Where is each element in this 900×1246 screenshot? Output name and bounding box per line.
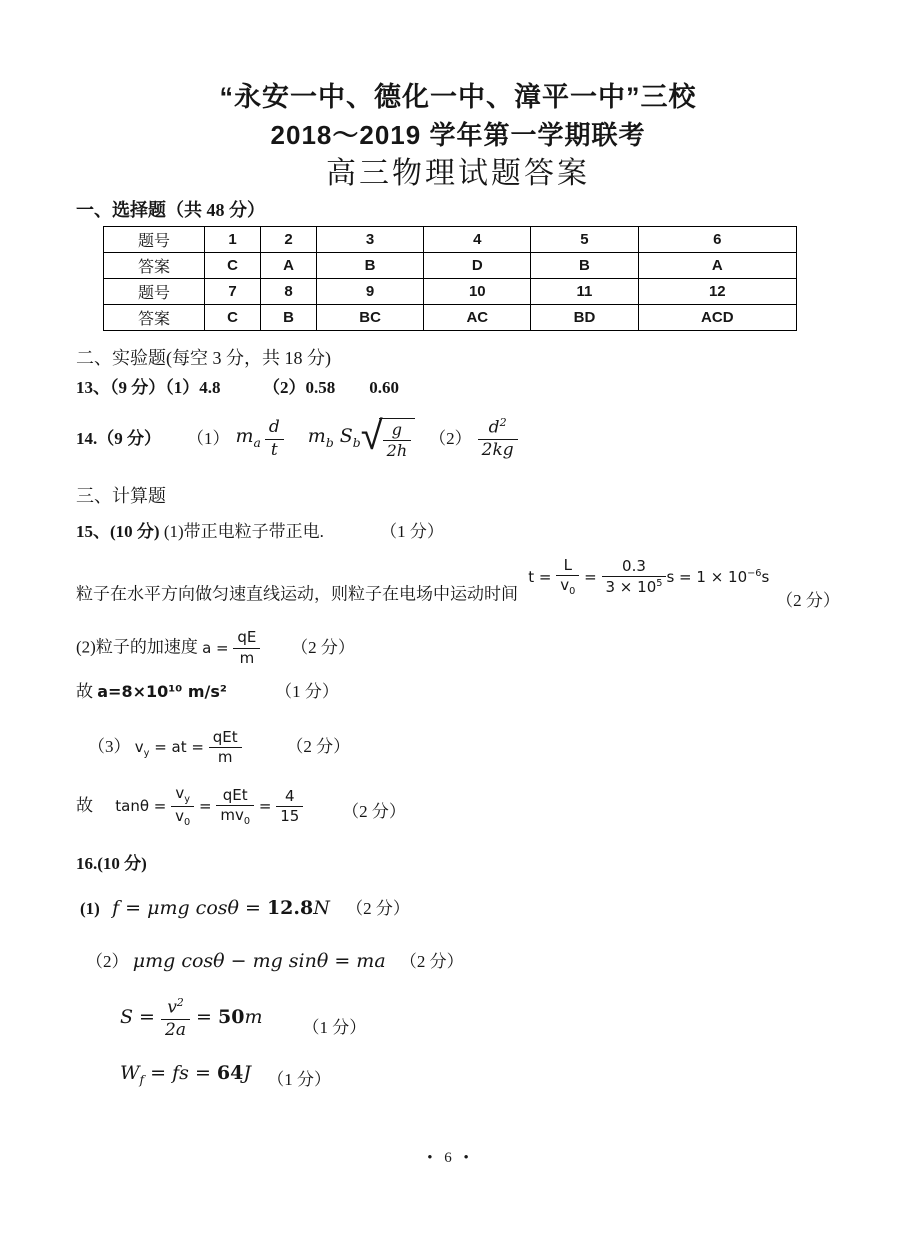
formula-friction: f = μmg cosθ = 12.8N: [112, 896, 330, 919]
table-cell: C: [205, 253, 261, 279]
question-15-line1: [76, 519, 840, 545]
table-cell: 12: [638, 279, 796, 305]
formula-ma: $m_a$: [235, 424, 261, 450]
table-cell: AC: [424, 305, 531, 331]
question-16-part2-label: （2）: [86, 951, 129, 971]
section3-heading: 三、计算题: [76, 486, 166, 506]
formula-tan-theta: tanθ = $\frac{v_y}{v_0}$ = qEt $mv_0$ = $\frac{4}{15}$: [115, 797, 308, 815]
exam-title-schools: “永安一中、德化一中、漳平一中”三校: [219, 82, 697, 112]
radical-sign: √: [360, 413, 383, 459]
score-1pt: （1 分）: [275, 681, 339, 701]
table-row: [104, 305, 797, 331]
score-1pt: （1 分）: [302, 1018, 367, 1038]
score-2pt: （2 分）: [776, 590, 840, 610]
formula-mb-sb: $m_b$ $S_b$: [307, 424, 361, 450]
question-16-part1-label: (1): [80, 898, 100, 918]
sqrt-g-over-2h: √ $\frac{g}{2h}$: [361, 418, 415, 461]
fraction-qEt-over-mv0: qEt $mv_0$: [216, 787, 254, 827]
score-1pt: （1 分）: [267, 1070, 331, 1090]
formula-distance: S = $\frac{v^2}{2a}$ = 50m: [120, 995, 263, 1040]
table-cell: B: [317, 253, 424, 279]
question-16-work-line: [76, 1060, 840, 1093]
formula-time: t = $\frac{L}{v_0}$ = $\frac{0.3}{3 \times 10^5}$ $s = 1 \times 10^{-6}s$: [528, 556, 770, 598]
formula-newton-second-law: μmg cosθ − mg sinθ = ma: [132, 949, 386, 972]
table-cell: B: [261, 305, 317, 331]
table-cell: 题号: [104, 227, 205, 253]
fraction-qE-over-m: $\frac{qE}{m}$: [233, 629, 260, 667]
table-cell: C: [205, 305, 261, 331]
table-cell: 9: [317, 279, 424, 305]
question-15-time-line: [76, 556, 840, 615]
accel-value: a=8×10¹⁰ m/s²: [97, 681, 227, 701]
therefore-label: 故: [76, 681, 93, 701]
question-15-accel-value-line: [76, 679, 840, 705]
table-row: [104, 227, 797, 253]
table-cell: B: [531, 253, 638, 279]
fraction-v2-over-2a: $\frac{v^2}{2a}$: [161, 997, 190, 1041]
fraction-03-over-3e5: $\frac{0.3}{3 \times 10^5}$: [602, 558, 667, 597]
fraction-qEt-over-m: qEt m: [209, 729, 242, 767]
score-2pt: （2 分）: [342, 802, 406, 822]
score-2pt: （2 分）: [346, 898, 410, 918]
fraction-d2-over-2kg: $d^2$ 2kg: [478, 417, 518, 461]
score-2pt: （2 分）: [399, 951, 464, 971]
table-cell: 5: [531, 227, 638, 253]
table-row: [104, 253, 797, 279]
fraction-d-over-t: d t: [265, 418, 284, 460]
question-15-accel-line: [76, 629, 840, 667]
table-cell: BC: [317, 305, 424, 331]
question-16-distance-line: [76, 997, 840, 1041]
table-cell: 1: [205, 227, 261, 253]
table-cell: A: [638, 253, 796, 279]
question-16-f1-line: [76, 895, 840, 922]
question-15-vy-line: [76, 729, 840, 767]
table-cell: 答案: [104, 305, 205, 331]
fraction-4-over-15: $\frac{4}{15}$: [276, 788, 303, 826]
fraction-vy-over-v0: $\frac{v_y}{v_0}$: [171, 785, 194, 828]
table-cell: 10: [424, 279, 531, 305]
table-cell: 6: [638, 227, 796, 253]
score-2pt: （2 分）: [291, 637, 355, 657]
document-header: [76, 78, 840, 194]
question-15-paragraph: 粒子在水平方向做匀速直线运动，则粒子在电场中运动时间: [76, 584, 518, 604]
question-13-label: 13、（9 分）: [76, 378, 166, 397]
therefore-label: 故: [76, 796, 93, 816]
table-cell: 11: [531, 279, 638, 305]
formula-acceleration: a = $\frac{qE}{m}$: [202, 639, 265, 657]
table-row: [104, 279, 797, 305]
question-15-part3-label: （3）: [88, 737, 131, 757]
question-15-answer1: (1)带正电粒子带正电.: [159, 522, 324, 541]
score-2pt: （2 分）: [286, 737, 351, 757]
table-cell: 8: [261, 279, 317, 305]
question-15-label: 15、(10 分): [76, 522, 160, 541]
question-16-f2-line: [76, 948, 840, 975]
table-cell: ACD: [638, 305, 796, 331]
exam-title-subject: 高三物理试题答案: [326, 157, 590, 190]
question-14-part2-label: （2）: [429, 429, 472, 448]
table-cell: BD: [531, 305, 638, 331]
table-cell: 答案: [104, 253, 205, 279]
exam-title-term: 2018～2019 学年第一学期联考: [270, 120, 646, 150]
table-cell: 题号: [104, 279, 205, 305]
section2-heading: 二、实验题(每空 3 分，共 18 分): [76, 348, 331, 368]
formula-friction-work: $W_f$ = fs = 64J: [120, 1062, 251, 1088]
section1-heading: 一、选择题（共 48 分）: [76, 200, 265, 220]
accel-label: (2)粒子的加速度: [76, 637, 198, 657]
answer-table: [103, 226, 797, 331]
formula-vy: $v_y$ = at = qEt m: [135, 738, 247, 756]
fraction-L-over-v0: $\frac{L}{v_0}$: [556, 557, 579, 597]
table-cell: D: [424, 253, 531, 279]
table-cell: 2: [261, 227, 317, 253]
question-14-line: [76, 407, 840, 471]
question-14-label: 14.（9 分）: [76, 429, 161, 448]
score-1pt: （1 分）: [380, 522, 444, 541]
table-cell: 3: [317, 227, 424, 253]
table-cell: 4: [424, 227, 531, 253]
question-13-answers: （1）4.8 （2）0.58 0.60: [165, 378, 399, 397]
question-15-tan-line: [76, 785, 840, 828]
page-number: • 6 •: [427, 1150, 473, 1166]
table-cell: A: [261, 253, 317, 279]
question-13-line: [76, 375, 840, 401]
question-16-label: 16.(10 分): [76, 853, 147, 873]
table-cell: 7: [205, 279, 261, 305]
question-14-part1-label: （1）: [187, 429, 230, 448]
